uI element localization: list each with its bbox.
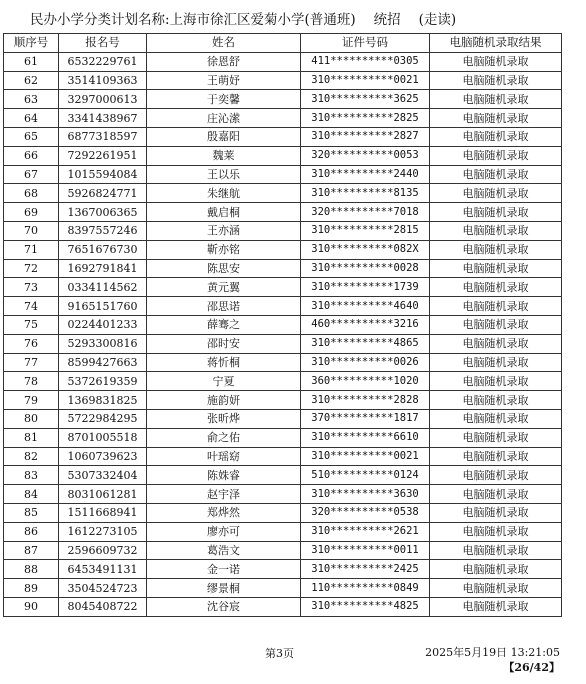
cell-student-name: 郑烨然 (147, 503, 301, 522)
cell-seq: 77 (4, 353, 59, 372)
cell-seq: 69 (4, 203, 59, 222)
cell-student-name: 施韵妍 (147, 391, 301, 410)
cell-seq: 90 (4, 597, 59, 616)
cell-reg-number: 3341438967 (59, 109, 147, 128)
cell-seq: 62 (4, 71, 59, 90)
table-row (4, 52, 562, 71)
cell-id-number: 110**********0849 (301, 579, 430, 598)
table-row (4, 447, 562, 466)
cell-student-name: 陈姝睿 (147, 466, 301, 485)
table-row (4, 485, 562, 504)
cell-id-number: 310**********4825 (301, 597, 430, 616)
cell-reg-number: 8031061281 (59, 485, 147, 504)
cell-seq: 81 (4, 428, 59, 447)
table-row (4, 353, 562, 372)
cell-seq: 71 (4, 240, 59, 259)
cell-seq: 84 (4, 485, 59, 504)
cell-seq: 75 (4, 315, 59, 334)
cell-result: 电脑随机录取 (430, 165, 562, 184)
cell-student-name: 邵时安 (147, 334, 301, 353)
cell-student-name: 薛骞之 (147, 315, 301, 334)
cell-result: 电脑随机录取 (430, 315, 562, 334)
cell-id-number: 310**********3630 (301, 485, 430, 504)
cell-id-number: 310**********2425 (301, 560, 430, 579)
cell-reg-number: 8397557246 (59, 221, 147, 240)
cell-result: 电脑随机录取 (430, 447, 562, 466)
cell-id-number: 310**********2621 (301, 522, 430, 541)
cell-seq: 78 (4, 372, 59, 391)
cell-student-name: 缪景桐 (147, 579, 301, 598)
cell-result: 电脑随机录取 (430, 409, 562, 428)
table-row (4, 259, 562, 278)
cell-reg-number: 6877318597 (59, 127, 147, 146)
title-prefix: 民办小学分类计划名称: (30, 12, 170, 28)
cell-seq: 83 (4, 466, 59, 485)
document-title (30, 8, 570, 28)
cell-reg-number: 5372619359 (59, 372, 147, 391)
table-row (4, 541, 562, 560)
cell-result: 电脑随机录取 (430, 146, 562, 165)
cell-id-number: 370**********1817 (301, 409, 430, 428)
cell-seq: 70 (4, 221, 59, 240)
cell-id-number: 411**********0305 (301, 52, 430, 71)
column-header-id: 证件号码 (301, 34, 430, 53)
cell-seq: 88 (4, 560, 59, 579)
cell-reg-number: 8045408722 (59, 597, 147, 616)
column-header-name: 姓名 (147, 34, 301, 53)
cell-result: 电脑随机录取 (430, 579, 562, 598)
table-row (4, 372, 562, 391)
cell-id-number: 310**********0021 (301, 71, 430, 90)
cell-reg-number: 1060739623 (59, 447, 147, 466)
table-row (4, 109, 562, 128)
cell-seq: 66 (4, 146, 59, 165)
cell-id-number: 510**********0124 (301, 466, 430, 485)
cell-seq: 89 (4, 579, 59, 598)
table-header-row (4, 34, 562, 53)
cell-id-number: 310**********1739 (301, 278, 430, 297)
cell-reg-number: 3514109363 (59, 71, 147, 90)
cell-reg-number: 1015594084 (59, 165, 147, 184)
cell-result: 电脑随机录取 (430, 240, 562, 259)
cell-id-number: 310**********4640 (301, 297, 430, 316)
cell-student-name: 于奕馨 (147, 90, 301, 109)
cell-result: 电脑随机录取 (430, 221, 562, 240)
cell-reg-number: 8701005518 (59, 428, 147, 447)
cell-student-name: 王以乐 (147, 165, 301, 184)
cell-id-number: 310**********4865 (301, 334, 430, 353)
table-row (4, 560, 562, 579)
table-row (4, 391, 562, 410)
cell-student-name: 赵宇泽 (147, 485, 301, 504)
table-row (4, 146, 562, 165)
cell-student-name: 魏莱 (147, 146, 301, 165)
cell-result: 电脑随机录取 (430, 372, 562, 391)
cell-result: 电脑随机录取 (430, 259, 562, 278)
table-body (4, 52, 562, 616)
table-row (4, 71, 562, 90)
footer-timestamp (425, 645, 560, 675)
cell-student-name: 廖亦可 (147, 522, 301, 541)
table-row (4, 409, 562, 428)
cell-id-number: 310**********6610 (301, 428, 430, 447)
cell-student-name: 王萌妤 (147, 71, 301, 90)
column-header-reg: 报名号 (59, 34, 147, 53)
cell-id-number: 310**********0021 (301, 447, 430, 466)
cell-seq: 65 (4, 127, 59, 146)
cell-student-name: 叶瑶窈 (147, 447, 301, 466)
cell-seq: 87 (4, 541, 59, 560)
cell-seq: 76 (4, 334, 59, 353)
cell-id-number: 310**********2440 (301, 165, 430, 184)
cell-seq: 73 (4, 278, 59, 297)
cell-id-number: 310**********0011 (301, 541, 430, 560)
table-row (4, 597, 562, 616)
cell-result: 电脑随机录取 (430, 52, 562, 71)
table-row (4, 522, 562, 541)
cell-reg-number: 5926824771 (59, 184, 147, 203)
commute-type: (走读) (418, 12, 457, 28)
cell-student-name: 宁夏 (147, 372, 301, 391)
cell-student-name: 金一诺 (147, 560, 301, 579)
cell-result: 电脑随机录取 (430, 560, 562, 579)
cell-id-number: 310**********082X (301, 240, 430, 259)
cell-seq: 80 (4, 409, 59, 428)
table-row (4, 334, 562, 353)
cell-seq: 86 (4, 522, 59, 541)
cell-id-number: 310**********3625 (301, 90, 430, 109)
cell-result: 电脑随机录取 (430, 109, 562, 128)
cell-id-number: 320**********7018 (301, 203, 430, 222)
table-row (4, 90, 562, 109)
cell-reg-number: 1612273105 (59, 522, 147, 541)
cell-result: 电脑随机录取 (430, 71, 562, 90)
cell-result: 电脑随机录取 (430, 297, 562, 316)
cell-result: 电脑随机录取 (430, 391, 562, 410)
cell-result: 电脑随机录取 (430, 522, 562, 541)
cell-reg-number: 7292261951 (59, 146, 147, 165)
cell-result: 电脑随机录取 (430, 90, 562, 109)
table-row (4, 184, 562, 203)
cell-reg-number: 7651676730 (59, 240, 147, 259)
table-row (4, 221, 562, 240)
cell-id-number: 310**********2828 (301, 391, 430, 410)
cell-reg-number: 3297000613 (59, 90, 147, 109)
cell-reg-number: 1367006365 (59, 203, 147, 222)
cell-student-name: 徐恩舒 (147, 52, 301, 71)
page-number: 第3页 (265, 647, 294, 660)
cell-id-number: 310**********2825 (301, 109, 430, 128)
cell-result: 电脑随机录取 (430, 334, 562, 353)
cell-student-name: 俞之佑 (147, 428, 301, 447)
cell-student-name: 戴启桐 (147, 203, 301, 222)
page-fraction: 【26/42】 (503, 661, 560, 674)
cell-result: 电脑随机录取 (430, 485, 562, 504)
table-row (4, 315, 562, 334)
table-row (4, 203, 562, 222)
cell-id-number: 360**********1020 (301, 372, 430, 391)
cell-seq: 85 (4, 503, 59, 522)
column-header-result: 电脑随机录取结果 (430, 34, 562, 53)
cell-reg-number: 0334114562 (59, 278, 147, 297)
cell-result: 电脑随机录取 (430, 428, 562, 447)
table-row (4, 503, 562, 522)
cell-result: 电脑随机录取 (430, 597, 562, 616)
cell-student-name: 邵思诺 (147, 297, 301, 316)
print-datetime: 2025年5月19日 13:21:05 (425, 646, 560, 659)
cell-reg-number: 3504524723 (59, 579, 147, 598)
cell-id-number: 460**********3216 (301, 315, 430, 334)
cell-reg-number: 0224401233 (59, 315, 147, 334)
cell-id-number: 310**********8135 (301, 184, 430, 203)
cell-result: 电脑随机录取 (430, 503, 562, 522)
cell-seq: 64 (4, 109, 59, 128)
cell-reg-number: 6532229761 (59, 52, 147, 71)
cell-seq: 72 (4, 259, 59, 278)
cell-student-name: 沈谷宸 (147, 597, 301, 616)
cell-student-name: 庄沁潆 (147, 109, 301, 128)
cell-seq: 68 (4, 184, 59, 203)
cell-seq: 74 (4, 297, 59, 316)
cell-student-name: 蒋忻桐 (147, 353, 301, 372)
table-row (4, 466, 562, 485)
cell-seq: 61 (4, 52, 59, 71)
cell-result: 电脑随机录取 (430, 541, 562, 560)
table-row (4, 127, 562, 146)
cell-result: 电脑随机录取 (430, 466, 562, 485)
cell-student-name: 黄元翼 (147, 278, 301, 297)
cell-id-number: 310**********0026 (301, 353, 430, 372)
cell-student-name: 王亦涵 (147, 221, 301, 240)
table-row (4, 165, 562, 184)
cell-seq: 63 (4, 90, 59, 109)
cell-reg-number: 5307332404 (59, 466, 147, 485)
cell-student-name: 殷嘉阳 (147, 127, 301, 146)
cell-reg-number: 1692791841 (59, 259, 147, 278)
table-row (4, 278, 562, 297)
cell-student-name: 陈思安 (147, 259, 301, 278)
cell-result: 电脑随机录取 (430, 127, 562, 146)
cell-id-number: 310**********2815 (301, 221, 430, 240)
cell-reg-number: 9165151760 (59, 297, 147, 316)
cell-reg-number: 5293300816 (59, 334, 147, 353)
cell-result: 电脑随机录取 (430, 184, 562, 203)
cell-seq: 67 (4, 165, 59, 184)
cell-id-number: 310**********0028 (301, 259, 430, 278)
cell-reg-number: 5722984295 (59, 409, 147, 428)
cell-reg-number: 1511668941 (59, 503, 147, 522)
admission-results-table (3, 33, 562, 617)
cell-student-name: 葛浩文 (147, 541, 301, 560)
cell-seq: 82 (4, 447, 59, 466)
cell-reg-number: 6453491131 (59, 560, 147, 579)
cell-reg-number: 2596609732 (59, 541, 147, 560)
enroll-type: 统招 (373, 12, 401, 28)
table-row (4, 579, 562, 598)
school-name: 上海市徐汇区爱菊小学(普通班) (169, 12, 356, 28)
table-row (4, 240, 562, 259)
cell-result: 电脑随机录取 (430, 278, 562, 297)
cell-student-name: 张昕烨 (147, 409, 301, 428)
cell-seq: 79 (4, 391, 59, 410)
table-row (4, 297, 562, 316)
cell-result: 电脑随机录取 (430, 353, 562, 372)
column-header-seq: 顺序号 (4, 34, 59, 53)
cell-student-name: 靳亦铭 (147, 240, 301, 259)
cell-result: 电脑随机录取 (430, 203, 562, 222)
cell-id-number: 310**********2827 (301, 127, 430, 146)
cell-id-number: 320**********0053 (301, 146, 430, 165)
cell-id-number: 320**********0538 (301, 503, 430, 522)
cell-reg-number: 1369831825 (59, 391, 147, 410)
cell-student-name: 朱继航 (147, 184, 301, 203)
table-row (4, 428, 562, 447)
cell-reg-number: 8599427663 (59, 353, 147, 372)
